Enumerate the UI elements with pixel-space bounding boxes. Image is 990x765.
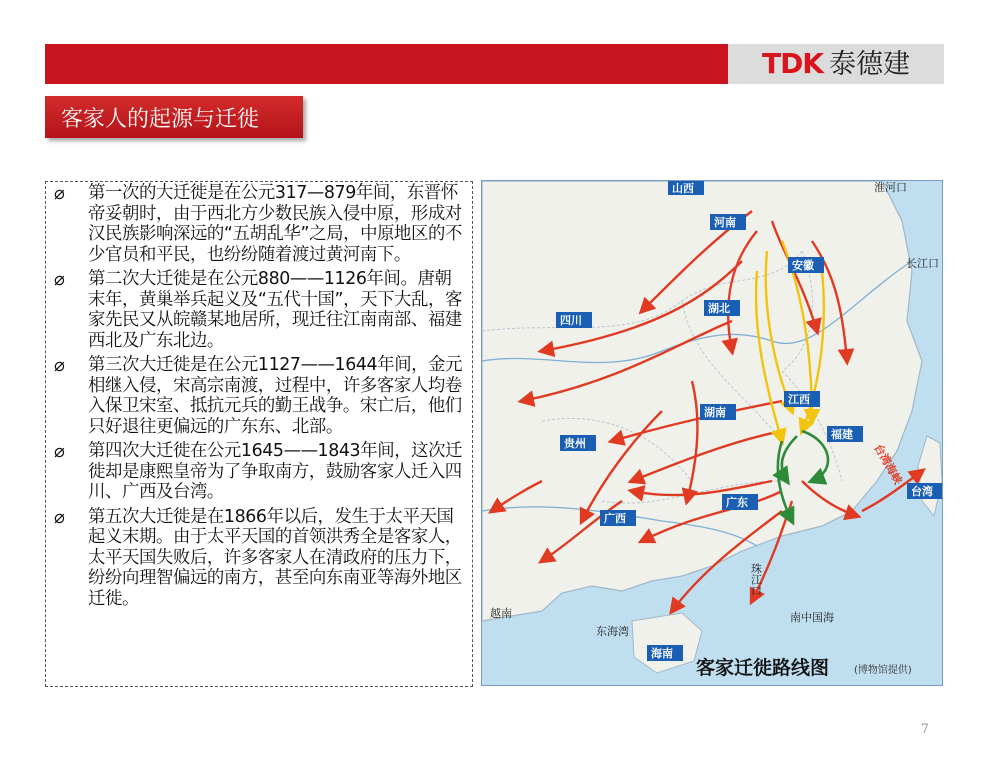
province-label: 台湾 (911, 485, 933, 498)
province-label: 贵州 (564, 437, 586, 450)
province-label: 广西 (604, 512, 626, 525)
province-label: 河南 (714, 216, 736, 229)
list-item (50, 355, 468, 437)
place-label: 东海湾 (596, 625, 629, 638)
logo-mark: TDK (761, 47, 824, 80)
header-red-bar (45, 44, 728, 84)
place-label: 淮河口 (874, 181, 907, 194)
place-label: 南中国海 (790, 611, 834, 624)
list-item (50, 507, 468, 610)
list-item (50, 441, 468, 503)
map-title: 客家迁徙路线图 (696, 657, 830, 679)
province-label: 广东 (726, 496, 748, 509)
province-label: 湖北 (708, 302, 730, 315)
list-item (50, 269, 468, 351)
province-label: 海南 (651, 647, 673, 660)
diameter-sign-icon: ⌀ (54, 506, 65, 528)
bullet-text: 第五次大迁徙是在1866年以后，发生于太平天国起义末期。由于太平天国的首领洪秀全是客家人，太平天国失败后，许多客家人在清政府的压力下，纷纷向理智偏远的南方，甚至向东南亚等海外地区迁徙。 (88, 506, 462, 609)
place-label: 台湾海峡 (871, 442, 905, 487)
migration-text-box (45, 181, 473, 687)
brand-logo (728, 44, 944, 84)
hakka-migration-map (481, 180, 943, 686)
bullet-text: 第四次大迁徙在公元1645——1843年间，这次迁徙却是康熙皇帝为了争取南方，鼓励客家人迁入四川、广西及台湾。 (88, 441, 463, 502)
map-credit: (博物馆提供) (854, 665, 912, 676)
province-label: 福建 (831, 428, 853, 441)
section-title: 客家人的起源与迁徙 (45, 96, 303, 138)
place-label: 长江口 (906, 257, 939, 270)
province-label: 湖南 (704, 406, 726, 419)
diameter-sign-icon: ⌀ (54, 269, 65, 290)
province-label: 四川 (560, 314, 582, 327)
migration-list (46, 182, 472, 609)
logo-chinese-name: 泰德建 (829, 48, 911, 80)
place-label: 珠江口 (749, 563, 763, 596)
diameter-sign-icon: ⌀ (54, 441, 65, 462)
bullet-text: 第二次大迁徙是在公元880——1126年间。唐朝末年，黄巢举兵起义及“五代十国”，天下大乱，客家先民又从皖赣某地居所，现迁往江南南部、福建西北及广东北边。 (88, 269, 463, 351)
province-label: 山西 (672, 182, 694, 195)
bullet-text: 第三次大迁徙是在公元1127——1644年间，金元相继入侵，宋高宗南渡，过程中，许多客家人均卷入保卫宋室、抵抗元兵的勤王战争。宋亡后，他们只好退往更偏远的广东东、北部。 (88, 355, 463, 437)
province-label: 安徽 (792, 259, 814, 272)
page-number: 7 (920, 722, 929, 737)
place-label: 越南 (490, 607, 512, 620)
diameter-sign-icon: ⌀ (54, 355, 65, 376)
bullet-text: 第一次的大迁徙是在公元317—879年间，东晋怀帝妥朝时，由于西北方少数民族入侵中原，形成对汉民族影响深远的“五胡乱华”之局，中原地区的不少官员和平民，也纷纷随着渡过黄河南下。 (88, 183, 463, 265)
province-label: 江西 (788, 393, 810, 406)
list-item (50, 183, 468, 265)
diameter-sign-icon: ⌀ (54, 183, 65, 204)
map-svg (482, 181, 942, 685)
